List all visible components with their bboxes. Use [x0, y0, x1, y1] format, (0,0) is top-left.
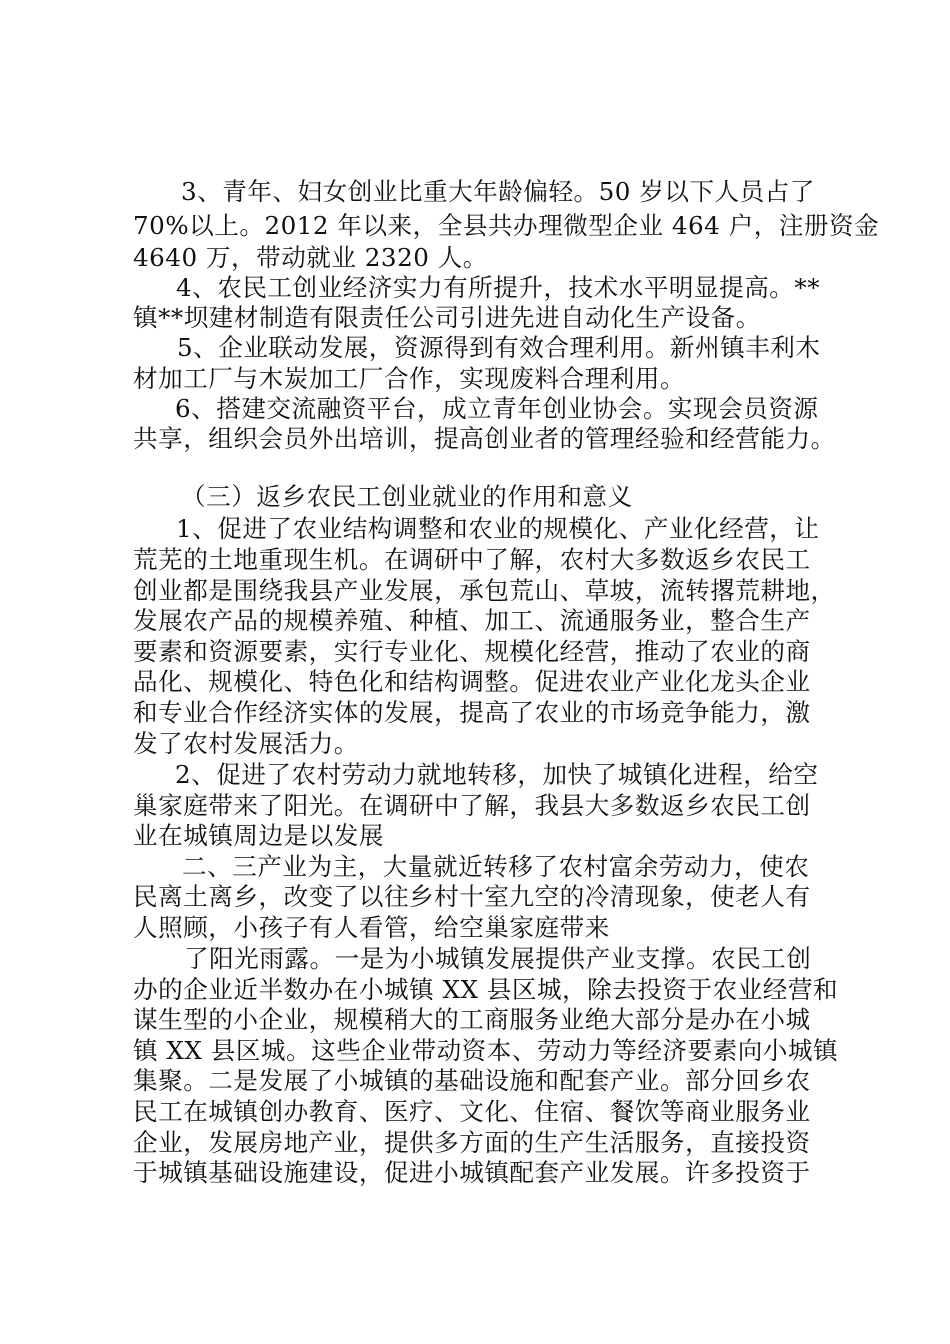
text-line: 6、搭建交流融资平台，成立青年创业协会。实现会员资源: [175, 394, 819, 423]
text-line: 人照顾，小孩子有人看管，给空巢家庭带来: [133, 913, 610, 942]
text-line: 要素和资源要素，实行专业化、规模化经营，推动了农业的商: [133, 637, 811, 666]
text-line: 集聚。二是发展了小城镇的基础设施和配套产业。部分回乡农: [133, 1066, 811, 1095]
text-line: 二、三产业为主，大量就近转移了农村富余劳动力，使农: [182, 852, 810, 881]
text-line: 发了农村发展活力。: [133, 729, 359, 758]
section-heading: （三）返乡农民工创业就业的作用和意义: [181, 482, 633, 511]
text-line: 民工在城镇创办教育、医疗、文化、住宿、餐饮等商业服务业: [133, 1097, 811, 1126]
text-line: 3、青年、妇女创业比重大年龄偏轻。50 岁以下人员占了: [181, 177, 815, 206]
text-line: 2、促进了农村劳动力就地转移，加快了城镇化进程，给空: [175, 760, 819, 789]
text-line: 共享，组织会员外出培训，提高创业者的管理经验和经营能力。: [133, 424, 836, 453]
text-line: 和专业合作经济实体的发展，提高了农业的市场竞争能力，激: [133, 698, 811, 727]
text-line: 70%以上。2012 年以来，全县共办理微型企业 464 户，注册资金: [133, 211, 880, 240]
text-line: 民离土离乡，改变了以往乡村十室九空的冷清现象，使老人有: [133, 882, 811, 911]
text-line: 业在城镇周边是以发展: [133, 821, 384, 850]
text-line: 材加工厂与木炭加工厂合作，实现废料合理利用。: [133, 364, 686, 393]
text-line: 镇**坝建材制造有限责任公司引进先进自动化生产设备。: [133, 303, 761, 332]
text-line: 镇 XX 县区城。这些企业带动资本、劳动力等经济要素向小城镇: [133, 1036, 839, 1065]
text-line: 5、企业联动发展，资源得到有效合理利用。新州镇丰利木: [177, 333, 821, 362]
text-line: 品化、规模化、特色化和结构调整。促进农业产业化龙头企业: [133, 667, 811, 696]
text-line: 谋生型的小企业，规模稍大的工商服务业绝大部分是办在小城: [133, 1005, 811, 1034]
text-line: 了阳光雨露。一是为小城镇发展提供产业支撑。农民工创: [184, 944, 812, 973]
text-line: 4、农民工创业经济实力有所提升，技术水平明显提高。**: [176, 273, 820, 302]
text-line: 1、促进了农业结构调整和农业的规模化、产业化经营，让: [176, 514, 820, 543]
text-line: 于城镇基础设施建设，促进小城镇配套产业发展。许多投资于: [133, 1158, 811, 1187]
text-line: 创业都是围绕我县产业发展，承包荒山、草坡，流转撂荒耕地，: [133, 576, 836, 605]
text-line: 荒芜的土地重现生机。在调研中了解，农村大多数返乡农民工: [133, 545, 811, 574]
text-line: 办的企业近半数办在小城镇 XX 县区城，除去投资于农业经营和: [133, 975, 839, 1004]
text-line: 发展农产品的规模养殖、种植、加工、流通服务业，整合生产: [133, 606, 811, 635]
text-line: 巢家庭带来了阳光。在调研中了解，我县大多数返乡农民工创: [133, 791, 811, 820]
text-line: 4640 万，带动就业 2320 人。: [133, 243, 488, 272]
text-line: 企业，发展房地产业，提供多方面的生产生活服务，直接投资: [133, 1128, 811, 1157]
